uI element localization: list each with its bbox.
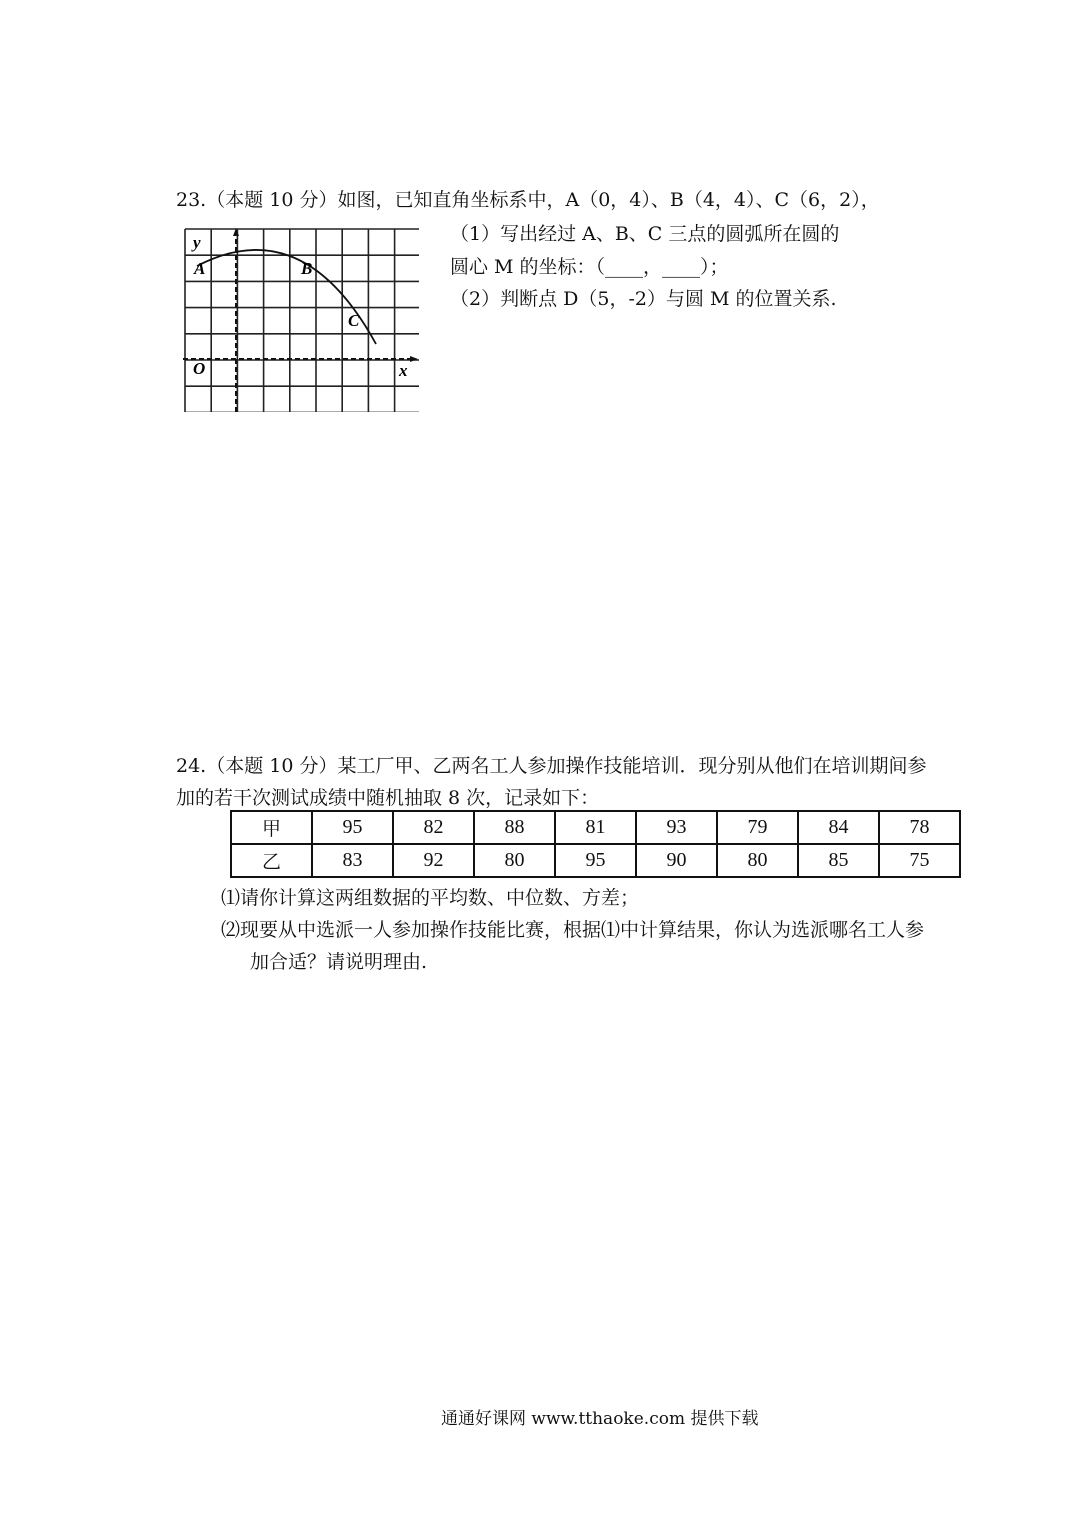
q23-part1-line2: 圆心 M 的坐标：（____，____）； [450, 256, 729, 278]
score-cell: 75 [879, 844, 960, 877]
table-row [231, 844, 960, 877]
score-cell: 80 [474, 844, 555, 877]
label-c: C [348, 311, 360, 330]
score-cell: 85 [798, 844, 879, 877]
footer-source: 通通好课网 www.tthaoke.com 提供下载 [441, 1409, 759, 1429]
x-axis-arrow [410, 356, 418, 362]
score-cell: 82 [393, 811, 474, 844]
q23-title: 23.（本题 10 分）如图，已知直角坐标系中，A（0，4）、B（4，4）、C（6，2）， [176, 189, 880, 211]
score-table [230, 810, 961, 878]
score-cell: 95 [312, 811, 393, 844]
worker-name-cell: 乙 [231, 844, 312, 877]
score-cell: 81 [555, 811, 636, 844]
score-cell: 90 [636, 844, 717, 877]
table-row [231, 811, 960, 844]
q23-part1-line1: （1）写出经过 A、B、C 三点的圆弧所在圆的 [450, 223, 840, 245]
q24-sub2-line2: 加合适？请说明理由. [250, 951, 428, 973]
q24-title-line2: 加的若干次测试成绩中随机抽取 8 次，记录如下： [176, 787, 600, 809]
score-cell: 84 [798, 811, 879, 844]
label-x: x [399, 361, 408, 380]
coordinate-grid-figure [183, 226, 419, 412]
q24-title-line1: 24.（本题 10 分）某工厂甲、乙两名工人参加操作技能培训．现分别从他们在培训期间参 [176, 755, 927, 777]
label-a: A [194, 259, 206, 278]
score-cell: 95 [555, 844, 636, 877]
label-y: y [193, 233, 201, 252]
q24-sub1: ⑴请你计算这两组数据的平均数、中位数、方差； [221, 887, 640, 909]
label-b: B [301, 259, 313, 278]
q23-part2: （2）判断点 D（5，-2）与圆 M 的位置关系. [450, 288, 837, 310]
score-cell: 88 [474, 811, 555, 844]
worker-name-cell: 甲 [231, 811, 312, 844]
score-cell: 93 [636, 811, 717, 844]
score-cell: 78 [879, 811, 960, 844]
score-cell: 79 [717, 811, 798, 844]
label-o: O [193, 359, 206, 378]
score-cell: 92 [393, 844, 474, 877]
score-cell: 80 [717, 844, 798, 877]
q24-sub2-line1: ⑵现要从中选派一人参加操作技能比赛，根据⑴中计算结果，你认为选派哪名工人参 [221, 919, 925, 941]
score-cell: 83 [312, 844, 393, 877]
